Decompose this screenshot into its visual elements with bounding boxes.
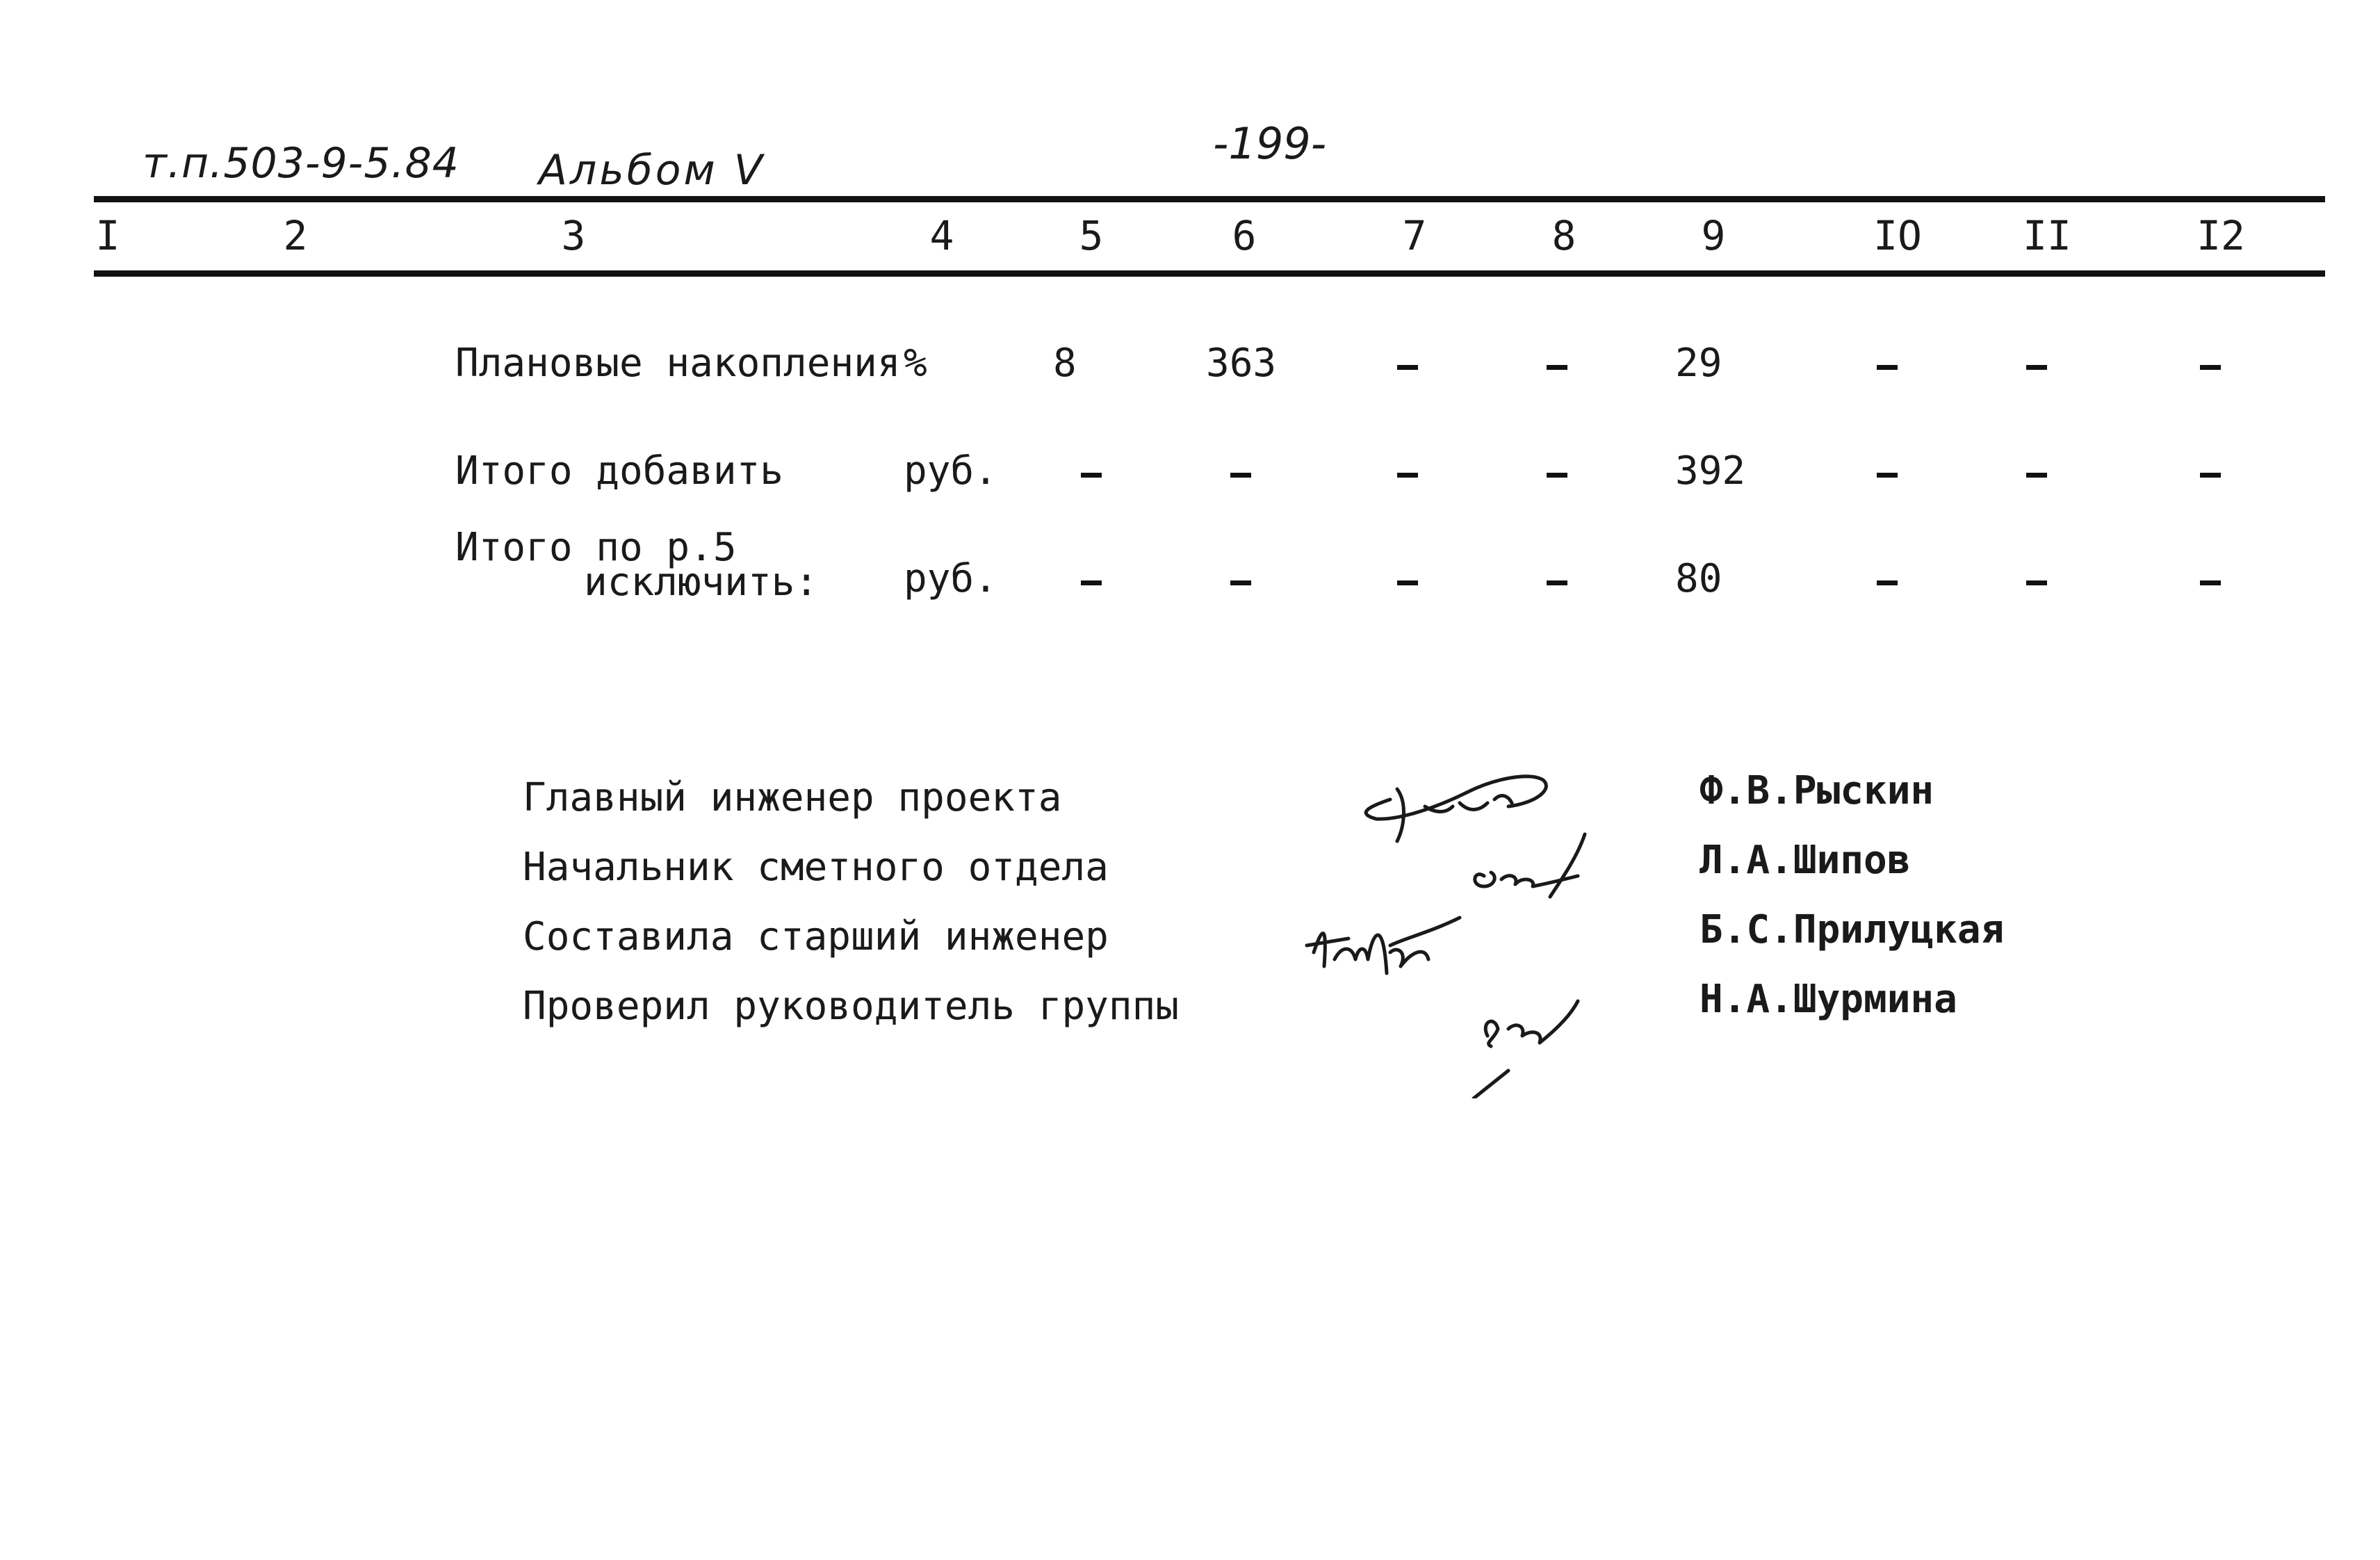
dash-mark: [2200, 365, 2221, 370]
row-name: Итого добавить: [455, 448, 784, 494]
dash-mark: [1081, 473, 1102, 478]
dash-mark: [1877, 580, 1898, 585]
signatory-name: Ф.В.Рыскин: [1700, 768, 1934, 813]
column-number: 5: [1079, 212, 1104, 259]
handwritten-signatures: [1286, 737, 1675, 1098]
dash-mark: [1397, 473, 1418, 478]
column-number: 2: [283, 212, 308, 259]
dash-mark: [1230, 580, 1251, 585]
signature-stroke: [1474, 1001, 1578, 1098]
album-label: Альбом V: [539, 146, 765, 195]
dash-mark: [1230, 473, 1251, 478]
column-number: II: [2023, 212, 2071, 259]
dash-mark: [2026, 473, 2047, 478]
signatory-role: Составила старший инженер: [523, 914, 1109, 959]
column-number: 3: [561, 212, 586, 259]
row-value: 29: [1675, 341, 1722, 386]
row-unit: руб.: [904, 448, 997, 494]
signature-stroke: [1366, 777, 1546, 841]
dash-mark: [1397, 365, 1418, 370]
dash-mark: [1397, 580, 1418, 585]
row-value: 363: [1206, 341, 1277, 386]
dash-mark: [2200, 580, 2221, 585]
page-number: -199-: [1213, 118, 1327, 169]
column-number: 9: [1701, 212, 1726, 259]
row-name: Итого по р.5: [455, 525, 737, 570]
dash-mark: [1081, 580, 1102, 585]
row-unit: руб.: [904, 556, 997, 601]
signatory-role: Проверил руководитель группы: [523, 984, 1180, 1029]
column-number: 4: [929, 212, 954, 259]
signature-stroke: [1307, 918, 1460, 973]
dash-mark: [1547, 580, 1567, 585]
signatory-name: Б.С.Прилуцкая: [1700, 907, 2005, 952]
column-number: I2: [2196, 212, 2245, 259]
signatory-name: Л.А.Шипов: [1700, 838, 1911, 883]
row-value: 392: [1675, 448, 1746, 494]
header-rule-top: [94, 196, 2325, 202]
signatory-role: Начальник сметного отдела: [523, 845, 1109, 890]
column-number: 6: [1232, 212, 1257, 259]
dash-mark: [2200, 473, 2221, 478]
row-unit: %: [904, 341, 927, 386]
column-number: 7: [1402, 212, 1427, 259]
dash-mark: [2026, 365, 2047, 370]
row-value: 8: [1053, 341, 1077, 386]
row-name-continued: исключить:: [584, 560, 819, 605]
signatory-name: Н.А.Шурмина: [1700, 977, 1957, 1022]
column-number: I: [95, 212, 120, 259]
dash-mark: [2026, 580, 2047, 585]
signatory-role: Главный инженер проекта: [523, 775, 1062, 820]
dash-mark: [1877, 473, 1898, 478]
document-code: т.п.503-9-5.84: [142, 139, 459, 188]
column-number: IO: [1873, 212, 1922, 259]
header-rule-bottom: [94, 270, 2325, 277]
row-name: Плановые накопления: [455, 341, 901, 386]
column-number: 8: [1551, 212, 1576, 259]
dash-mark: [1547, 473, 1567, 478]
row-value: 80: [1675, 556, 1722, 601]
dash-mark: [1547, 365, 1567, 370]
signature-stroke: [1475, 834, 1585, 897]
dash-mark: [1877, 365, 1898, 370]
